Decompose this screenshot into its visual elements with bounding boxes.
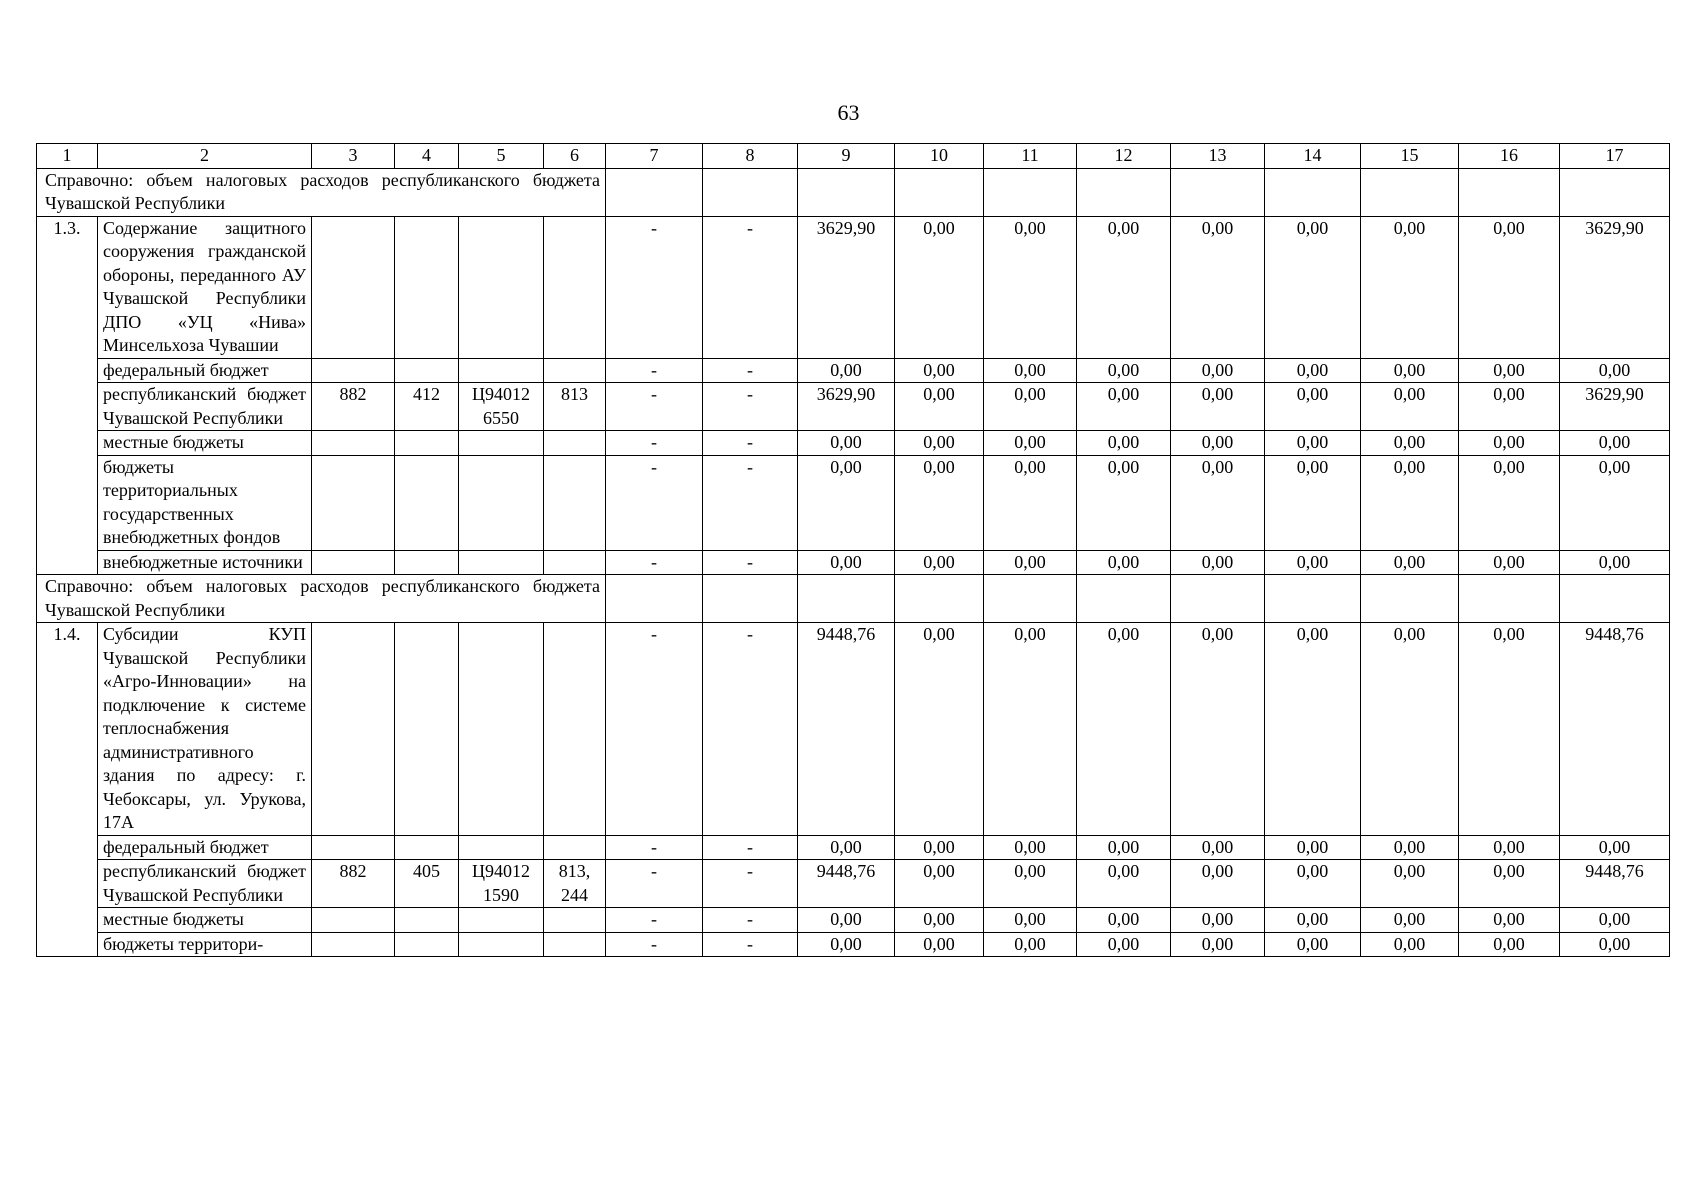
cell-col-10: 0,00 [895, 932, 984, 957]
cell-col-4 [395, 455, 459, 550]
table-row [37, 908, 1670, 933]
cell-col-5 [459, 216, 544, 358]
cell-col-6 [544, 932, 606, 957]
cell-col-4 [395, 550, 459, 575]
header-cell: 14 [1265, 144, 1361, 169]
budget-table [36, 143, 1670, 957]
cell-col-12: 0,00 [1077, 623, 1171, 836]
cell-col-14: 0,00 [1265, 932, 1361, 957]
cell-col-4: 405 [395, 860, 459, 908]
row-name: бюджеты территориальных государственных внебюджетных фондов [98, 455, 312, 550]
cell-col-5: Ц94012 1590 [459, 860, 544, 908]
cell-col-8: - [703, 383, 798, 431]
header-cell: 17 [1560, 144, 1670, 169]
cell-col-9: 3629,90 [798, 216, 895, 358]
cell-col-12: 0,00 [1077, 860, 1171, 908]
cell-col-14: 0,00 [1265, 455, 1361, 550]
cell-col-15: 0,00 [1361, 932, 1459, 957]
cell-col-14: 0,00 [1265, 431, 1361, 456]
cell-col-17: 0,00 [1560, 455, 1670, 550]
cell-col-12: 0,00 [1077, 932, 1171, 957]
cell-col-9: 0,00 [798, 908, 895, 933]
cell-col-11: 0,00 [984, 431, 1077, 456]
cell-col-8: - [703, 455, 798, 550]
cell-col-17: 3629,90 [1560, 216, 1670, 358]
cell-col-17: 9448,76 [1560, 623, 1670, 836]
cell-col-7: - [606, 431, 703, 456]
row-name: республиканский бюджет Чувашской Республики [98, 860, 312, 908]
cell-col-8: - [703, 216, 798, 358]
cell-col-4 [395, 358, 459, 383]
reference-text: Справочно: объем налоговых расходов республиканского бюджета Чувашской Республики [37, 575, 606, 623]
cell-col-12: 0,00 [1077, 835, 1171, 860]
cell-col-6 [544, 216, 606, 358]
cell-col-3 [312, 431, 395, 456]
cell-col-3 [312, 550, 395, 575]
cell-col-4 [395, 623, 459, 836]
empty-cell [1077, 575, 1171, 623]
cell-col-8: - [703, 623, 798, 836]
cell-col-7: - [606, 383, 703, 431]
cell-col-8: - [703, 835, 798, 860]
cell-col-16: 0,00 [1459, 860, 1560, 908]
header-cell: 13 [1171, 144, 1265, 169]
cell-col-17: 0,00 [1560, 550, 1670, 575]
cell-col-9: 9448,76 [798, 860, 895, 908]
cell-col-15: 0,00 [1361, 550, 1459, 575]
cell-col-11: 0,00 [984, 455, 1077, 550]
table-row [37, 431, 1670, 456]
row-name: Содержание защитного сооружения гражданской обороны, переданного АУ Чувашской Республики ДПО «УЦ «Нива» Минсельхоза Чувашии [98, 216, 312, 358]
table-row [37, 860, 1670, 908]
header-cell: 1 [37, 144, 98, 169]
cell-col-14: 0,00 [1265, 358, 1361, 383]
table-row [37, 216, 1670, 358]
empty-cell [606, 168, 703, 216]
cell-col-7: - [606, 455, 703, 550]
empty-cell [984, 168, 1077, 216]
cell-col-11: 0,00 [984, 216, 1077, 358]
cell-col-3: 882 [312, 383, 395, 431]
empty-cell [1265, 168, 1361, 216]
cell-col-11: 0,00 [984, 550, 1077, 575]
cell-col-13: 0,00 [1171, 550, 1265, 575]
cell-col-4 [395, 835, 459, 860]
cell-col-7: - [606, 932, 703, 957]
cell-col-6 [544, 623, 606, 836]
cell-col-11: 0,00 [984, 835, 1077, 860]
cell-col-14: 0,00 [1265, 623, 1361, 836]
cell-col-13: 0,00 [1171, 908, 1265, 933]
cell-col-10: 0,00 [895, 623, 984, 836]
header-cell: 3 [312, 144, 395, 169]
cell-col-11: 0,00 [984, 383, 1077, 431]
cell-col-16: 0,00 [1459, 623, 1560, 836]
cell-col-17: 9448,76 [1560, 860, 1670, 908]
empty-cell [798, 575, 895, 623]
cell-col-7: - [606, 216, 703, 358]
table-body [37, 144, 1670, 957]
row-name: местные бюджеты [98, 908, 312, 933]
empty-cell [1459, 168, 1560, 216]
header-cell: 2 [98, 144, 312, 169]
cell-col-17: 0,00 [1560, 358, 1670, 383]
empty-cell [1265, 575, 1361, 623]
cell-col-11: 0,00 [984, 623, 1077, 836]
empty-cell [1077, 168, 1171, 216]
row-name: Субсидии КУП Чувашской Республики «Агро-Инновации» на подключение к системе теплоснабжения административного здания по адресу: г. Чебоксары, ул. Урукова, 17А [98, 623, 312, 836]
cell-col-15: 0,00 [1361, 455, 1459, 550]
row-name: республиканский бюджет Чувашской Республики [98, 383, 312, 431]
cell-col-10: 0,00 [895, 358, 984, 383]
cell-col-16: 0,00 [1459, 908, 1560, 933]
cell-col-3 [312, 358, 395, 383]
cell-col-12: 0,00 [1077, 455, 1171, 550]
cell-col-5 [459, 455, 544, 550]
cell-col-16: 0,00 [1459, 835, 1560, 860]
table-row [37, 835, 1670, 860]
header-cell: 12 [1077, 144, 1171, 169]
header-cell: 6 [544, 144, 606, 169]
empty-cell [984, 575, 1077, 623]
cell-col-7: - [606, 623, 703, 836]
header-cell: 8 [703, 144, 798, 169]
cell-col-6 [544, 835, 606, 860]
cell-col-12: 0,00 [1077, 358, 1171, 383]
empty-cell [1560, 575, 1670, 623]
cell-col-15: 0,00 [1361, 383, 1459, 431]
cell-col-16: 0,00 [1459, 358, 1560, 383]
cell-col-11: 0,00 [984, 358, 1077, 383]
cell-col-7: - [606, 908, 703, 933]
cell-col-5 [459, 932, 544, 957]
cell-col-9: 0,00 [798, 455, 895, 550]
cell-col-4 [395, 431, 459, 456]
empty-cell [1361, 168, 1459, 216]
cell-col-6: 813, 244 [544, 860, 606, 908]
cell-col-14: 0,00 [1265, 216, 1361, 358]
cell-col-5 [459, 358, 544, 383]
cell-col-9: 0,00 [798, 835, 895, 860]
row-name: федеральный бюджет [98, 835, 312, 860]
cell-col-7: - [606, 860, 703, 908]
cell-col-8: - [703, 908, 798, 933]
row-number: 1.3. [37, 216, 98, 575]
empty-cell [895, 575, 984, 623]
table-row [37, 455, 1670, 550]
cell-col-6 [544, 358, 606, 383]
header-cell: 5 [459, 144, 544, 169]
cell-col-4 [395, 216, 459, 358]
cell-col-9: 0,00 [798, 431, 895, 456]
cell-col-3 [312, 932, 395, 957]
row-name: бюджеты территори- [98, 932, 312, 957]
cell-col-5 [459, 623, 544, 836]
cell-col-16: 0,00 [1459, 932, 1560, 957]
cell-col-10: 0,00 [895, 383, 984, 431]
cell-col-4 [395, 908, 459, 933]
header-cell: 10 [895, 144, 984, 169]
cell-col-14: 0,00 [1265, 550, 1361, 575]
cell-col-10: 0,00 [895, 455, 984, 550]
header-cell: 9 [798, 144, 895, 169]
cell-col-15: 0,00 [1361, 358, 1459, 383]
empty-cell [1560, 168, 1670, 216]
reference-row [37, 168, 1670, 216]
cell-col-8: - [703, 550, 798, 575]
cell-col-7: - [606, 835, 703, 860]
cell-col-4 [395, 932, 459, 957]
cell-col-3 [312, 908, 395, 933]
cell-col-16: 0,00 [1459, 383, 1560, 431]
cell-col-5 [459, 431, 544, 456]
cell-col-16: 0,00 [1459, 550, 1560, 575]
cell-col-6 [544, 550, 606, 575]
cell-col-17: 0,00 [1560, 431, 1670, 456]
cell-col-3 [312, 216, 395, 358]
cell-col-10: 0,00 [895, 431, 984, 456]
cell-col-10: 0,00 [895, 908, 984, 933]
cell-col-16: 0,00 [1459, 216, 1560, 358]
cell-col-17: 0,00 [1560, 932, 1670, 957]
cell-col-3 [312, 623, 395, 836]
cell-col-10: 0,00 [895, 860, 984, 908]
cell-col-6: 813 [544, 383, 606, 431]
row-name: федеральный бюджет [98, 358, 312, 383]
cell-col-16: 0,00 [1459, 431, 1560, 456]
empty-cell [1361, 575, 1459, 623]
cell-col-10: 0,00 [895, 550, 984, 575]
reference-row [37, 575, 1670, 623]
cell-col-17: 0,00 [1560, 908, 1670, 933]
table-row [37, 358, 1670, 383]
cell-col-12: 0,00 [1077, 383, 1171, 431]
cell-col-15: 0,00 [1361, 860, 1459, 908]
cell-col-8: - [703, 358, 798, 383]
cell-col-3: 882 [312, 860, 395, 908]
cell-col-13: 0,00 [1171, 216, 1265, 358]
row-name: внебюджетные источники [98, 550, 312, 575]
cell-col-6 [544, 455, 606, 550]
cell-col-9: 0,00 [798, 358, 895, 383]
cell-col-13: 0,00 [1171, 431, 1265, 456]
cell-col-15: 0,00 [1361, 431, 1459, 456]
empty-cell [895, 168, 984, 216]
cell-col-16: 0,00 [1459, 455, 1560, 550]
cell-col-12: 0,00 [1077, 550, 1171, 575]
cell-col-11: 0,00 [984, 932, 1077, 957]
cell-col-8: - [703, 860, 798, 908]
cell-col-13: 0,00 [1171, 860, 1265, 908]
cell-col-5 [459, 550, 544, 575]
cell-col-11: 0,00 [984, 908, 1077, 933]
cell-col-10: 0,00 [895, 216, 984, 358]
table-row [37, 623, 1670, 836]
row-number: 1.4. [37, 623, 98, 957]
cell-col-9: 0,00 [798, 550, 895, 575]
cell-col-14: 0,00 [1265, 908, 1361, 933]
cell-col-9: 3629,90 [798, 383, 895, 431]
cell-col-12: 0,00 [1077, 216, 1171, 358]
cell-col-15: 0,00 [1361, 908, 1459, 933]
header-cell: 11 [984, 144, 1077, 169]
header-cell: 7 [606, 144, 703, 169]
cell-col-7: - [606, 358, 703, 383]
cell-col-15: 0,00 [1361, 835, 1459, 860]
cell-col-3 [312, 835, 395, 860]
empty-cell [606, 575, 703, 623]
empty-cell [1171, 575, 1265, 623]
cell-col-7: - [606, 550, 703, 575]
cell-col-10: 0,00 [895, 835, 984, 860]
reference-text: Справочно: объем налоговых расходов республиканского бюджета Чувашской Республики [37, 168, 606, 216]
header-cell: 15 [1361, 144, 1459, 169]
cell-col-5 [459, 835, 544, 860]
cell-col-14: 0,00 [1265, 860, 1361, 908]
empty-cell [798, 168, 895, 216]
cell-col-6 [544, 431, 606, 456]
cell-col-17: 0,00 [1560, 835, 1670, 860]
cell-col-14: 0,00 [1265, 835, 1361, 860]
cell-col-9: 9448,76 [798, 623, 895, 836]
cell-col-12: 0,00 [1077, 908, 1171, 933]
cell-col-14: 0,00 [1265, 383, 1361, 431]
cell-col-13: 0,00 [1171, 358, 1265, 383]
header-cell: 4 [395, 144, 459, 169]
cell-col-12: 0,00 [1077, 431, 1171, 456]
cell-col-13: 0,00 [1171, 623, 1265, 836]
cell-col-13: 0,00 [1171, 383, 1265, 431]
header-row [37, 144, 1670, 169]
table-row [37, 550, 1670, 575]
table-row [37, 932, 1670, 957]
empty-cell [703, 575, 798, 623]
header-cell: 16 [1459, 144, 1560, 169]
cell-col-8: - [703, 431, 798, 456]
cell-col-9: 0,00 [798, 932, 895, 957]
table-row [37, 383, 1670, 431]
cell-col-15: 0,00 [1361, 623, 1459, 836]
cell-col-11: 0,00 [984, 860, 1077, 908]
cell-col-15: 0,00 [1361, 216, 1459, 358]
cell-col-3 [312, 455, 395, 550]
page-number: 63 [837, 100, 860, 125]
cell-col-8: - [703, 932, 798, 957]
cell-col-5: Ц94012 6550 [459, 383, 544, 431]
cell-col-17: 3629,90 [1560, 383, 1670, 431]
cell-col-4: 412 [395, 383, 459, 431]
cell-col-5 [459, 908, 544, 933]
cell-col-6 [544, 908, 606, 933]
empty-cell [1459, 575, 1560, 623]
cell-col-13: 0,00 [1171, 932, 1265, 957]
empty-cell [1171, 168, 1265, 216]
empty-cell [703, 168, 798, 216]
cell-col-13: 0,00 [1171, 835, 1265, 860]
cell-col-13: 0,00 [1171, 455, 1265, 550]
row-name: местные бюджеты [98, 431, 312, 456]
